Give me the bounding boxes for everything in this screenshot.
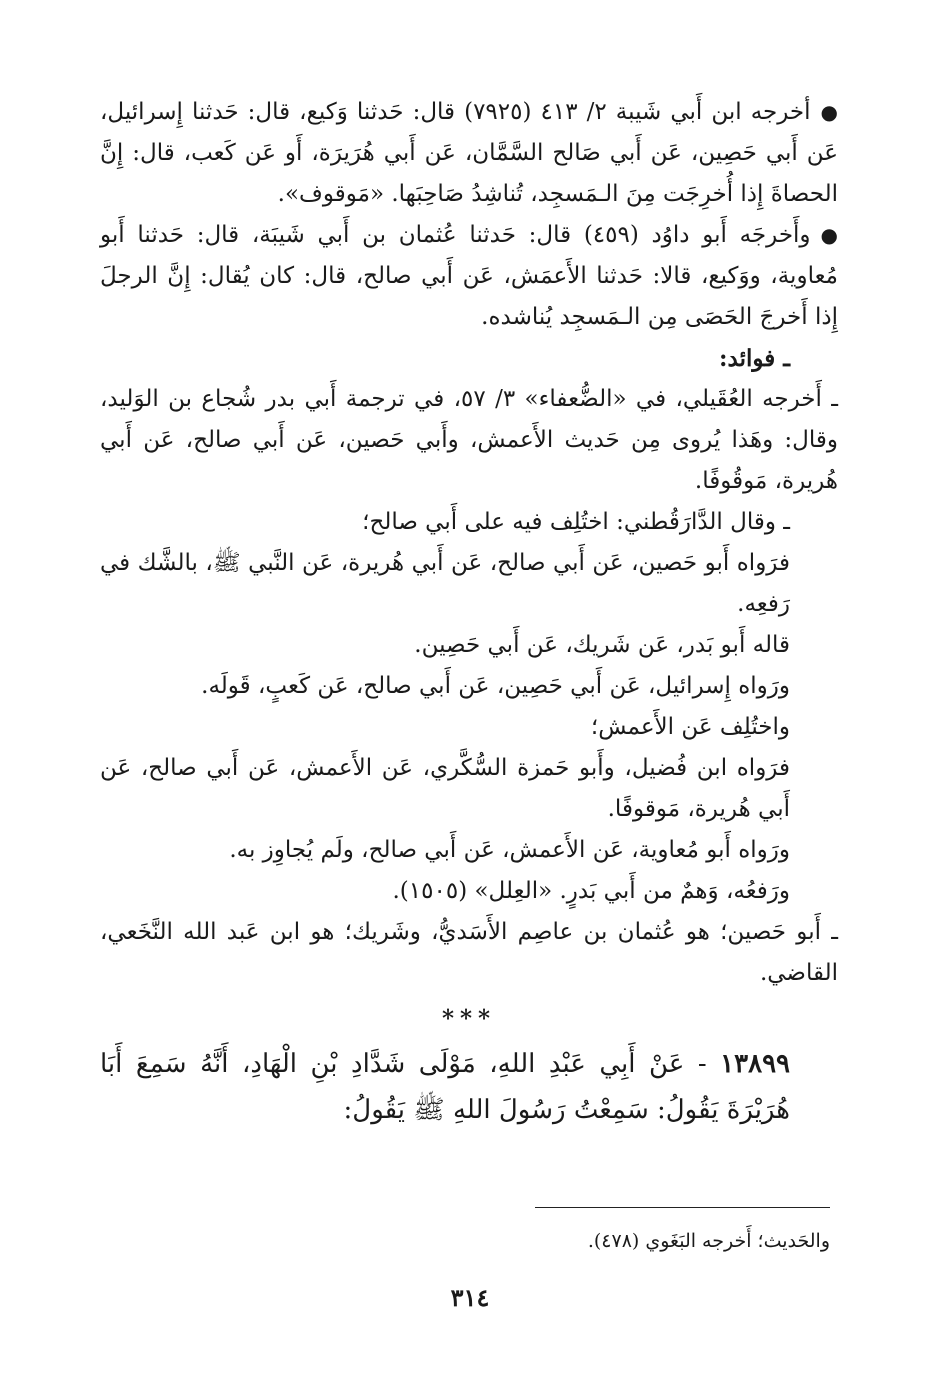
fawaid-line-9: ورَفعُه، وَهمٌ من أَبي بَدرٍ. «العِلل» (١٥٠٥).: [392, 878, 790, 904]
fawaid-line-5: ورَواه إِسرائيل، عَن أَبي حَصِين، عَن أَبي صالح، عَن كَعبٍ، قَولَه.: [201, 673, 790, 699]
bullet-icon: ●: [820, 100, 838, 124]
fawaid-line-3: فرَواه أَبو حَصين، عَن أَبي صالح، عَن أَبي هُريرة، عَن النَّبي ﷺ، بالشَّك في رَفعِه.: [100, 550, 790, 617]
fawaid-line-8: ورَواه أَبو مُعاوية، عَن الأَعمش، عَن أَبي صالح، ولَم يُجاوِز به.: [229, 837, 790, 863]
takhrij-text-2: وأَخرجَه أَبو داوُد (٤٥٩) قال: حَدثنا عُثمان بن أَبي شَيبَة، قال: حَدثنا أَبو مُعاوية، ووَكيع، قالا: حَدثنا الأَعمَش، عَن أَبي صالح، قال: كان يُقال: إِنَّ الرجلَ إِذا أَخرجَ الحَصَى مِن الـمَسجِد يُناشده.: [100, 222, 838, 330]
bullet-icon: ●: [820, 223, 838, 247]
hadith-dash: -: [697, 1049, 707, 1079]
hadith-number: ١٣٨٩٩: [720, 1049, 790, 1079]
takhrij-paragraph-1: [100, 92, 838, 215]
fawaid-line-6: واختُلِف عَن الأَعمش؛: [590, 714, 790, 740]
fawaid-line-7: فرَواه ابن فُضيل، وأَبو حَمزة السُّكَّري، عَن الأَعمش، عَن أَبي صالح، عَن أَبي هُريرة، مَوقوفًا.: [100, 755, 790, 822]
fawaid-line-2: ـ وقال الدَّارَقُطني: اختُلِف فيه على أَبي صالح؛: [362, 509, 790, 535]
fawaid-line-10: ـ أَبو حَصين؛ هو عُثمان بن عاصِم الأَسَديُّ، وشَريك؛ هو ابن عَبد الله النَّخَعي، القاضي.: [100, 919, 838, 986]
footnote: والحَديث؛ أَخرجه البَغَوي (٤٧٨).: [587, 1230, 830, 1252]
page-body: [100, 92, 838, 1133]
fawaid-heading: ـ فوائد:: [719, 345, 790, 372]
section-separator: ***: [441, 1005, 497, 1032]
page-number: ٣١٤: [450, 1283, 490, 1312]
fawaid-line-1: ـ أَخرجه العُقَيلي، في «الضُّعفاء» ٣/ ٥٧، في ترجمة أَبي بدر شُجاع بن الوَليد، وقال: وهَذا يُروى مِن حَديث الأَعمش، وأَبي حَصين، عَن أَبي صالح، عَن أَبي هُريرة، مَوقُوفًا.: [100, 386, 839, 494]
footnote-divider: [535, 1207, 830, 1208]
hadith-text: عَنْ أَبِي عَبْدِ اللهِ، مَوْلَى شَدَّادِ بْنِ الْهَادِ، أَنَّهُ سَمِعَ أَبَا هُرَيْرَةَ يَقُولُ: سَمِعْتُ رَسُولَ اللهِ ﷺ يَقُولُ:: [100, 1049, 790, 1125]
fawaid-line-4: قاله أَبو بَدر، عَن شَريك، عَن أَبي حَصِين.: [414, 632, 790, 658]
hadith-paragraph: [100, 1041, 838, 1133]
takhrij-paragraph-2: [100, 215, 838, 338]
takhrij-text-1: أخرجه ابن أَبي شَيبة ٢/ ٤١٣ (٧٩٢٥) قال: حَدثنا وَكيع، قال: حَدثنا إِسرائيل، عَن أَبي حَصِين، عَن أَبي صَالح السَّمَّان، عَن أَبي هُرَيرَة، أَو عَن كَعب، قال: إِنَّ الحصاةَ إِذا أُخرِجَت مِنَ الـمَسجِد، تُناشِدُ صَاحِبَها. «مَوقوف».: [100, 99, 838, 207]
